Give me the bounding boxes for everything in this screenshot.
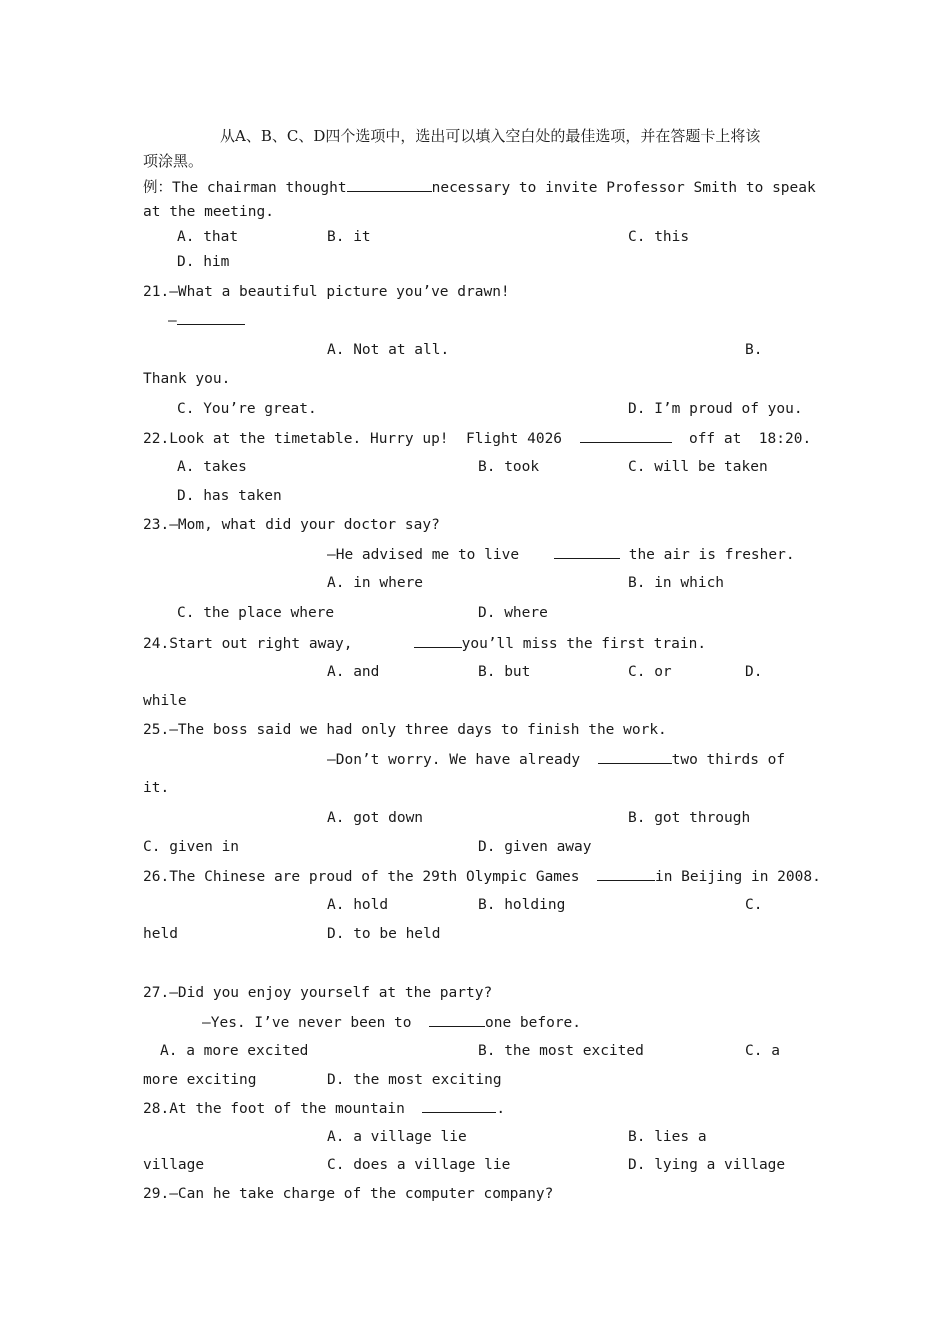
q24-stem: 24.Start out right away, you’ll miss the first train.	[143, 633, 706, 654]
q25-option-d: D. given away	[478, 839, 592, 855]
q28-option-b-cont: village	[143, 1157, 205, 1173]
q25-option-c: C. given in	[143, 839, 240, 855]
answer-blank	[554, 544, 620, 559]
q25-reply: —Don’t worry. We have already two thirds of	[327, 749, 785, 770]
q22-option-a: A. takes	[177, 459, 247, 475]
q29-stem: 29.—Can he take charge of the computer company?	[143, 1186, 554, 1202]
q21-option-c: C. You’re great.	[177, 401, 317, 417]
q24-option-c: C. or	[628, 664, 672, 680]
q28-option-a: A. a village lie	[327, 1129, 467, 1145]
answer-blank	[429, 1012, 485, 1027]
q21-option-b-cont: Thank you.	[143, 371, 231, 387]
q27-option-c: C. a	[745, 1043, 780, 1059]
answer-blank	[422, 1098, 496, 1113]
example-stem-cont: at the meeting.	[143, 204, 274, 220]
q27-option-d: D. the most exciting	[327, 1072, 502, 1088]
q25-option-a: A. got down	[327, 810, 424, 826]
q25-option-b: B. got through	[628, 810, 751, 826]
q23-stem: 23.—Mom, what did your doctor say?	[143, 517, 440, 533]
q22-option-c: C. will be taken	[628, 459, 768, 475]
q25-stem: 25.—The boss said we had only three days to finish the work.	[143, 722, 667, 738]
instructions-line-1: 从A、B、C、D四个选项中，选出可以填入空白处的最佳选项，并在答题卡上将该	[220, 127, 761, 145]
q27-reply: —Yes. I’ve never been to one before.	[202, 1012, 581, 1033]
q26-option-a: A. hold	[327, 897, 389, 913]
q28-option-c: C. does a village lie	[327, 1157, 511, 1173]
example-option-b: B. it	[327, 229, 371, 245]
q28-option-d: D. lying a village	[628, 1157, 786, 1173]
example-option-d: D. him	[177, 254, 230, 270]
q27-option-b: B. the most excited	[478, 1043, 644, 1059]
q24-option-b: B. but	[478, 664, 531, 680]
q26-option-c-cont: held	[143, 926, 178, 942]
q27-option-a: A. a more excited	[160, 1043, 309, 1059]
answer-blank	[597, 866, 655, 881]
example-option-a: A. that	[177, 229, 239, 245]
q23-option-a: A. in where	[327, 575, 424, 591]
q23-reply: —He advised me to live the air is fresher.	[327, 544, 795, 565]
q21-option-d: D. I’m proud of you.	[628, 401, 803, 417]
q21-option-a: A. Not at all.	[327, 342, 450, 358]
q24-option-a: A. and	[327, 664, 380, 680]
q21-reply: —	[168, 310, 245, 331]
q27-option-c-cont: more exciting	[143, 1072, 257, 1088]
answer-blank	[177, 310, 245, 325]
q22-option-b: B. took	[478, 459, 540, 475]
q26-option-b: B. holding	[478, 897, 566, 913]
q27-stem: 27.—Did you enjoy yourself at the party?	[143, 985, 493, 1001]
answer-blank	[598, 749, 672, 764]
q21-stem: 21.—What a beautiful picture you’ve drawn!	[143, 284, 510, 300]
q28-option-b: B. lies a	[628, 1129, 707, 1145]
q26-option-c: C.	[745, 897, 763, 913]
answer-blank	[580, 428, 672, 443]
q25-reply-cont: it.	[143, 780, 170, 796]
answer-blank	[414, 633, 462, 648]
q23-option-c: C. the place where	[177, 605, 335, 621]
answer-blank	[347, 177, 432, 192]
q23-option-b: B. in which	[628, 575, 725, 591]
q24-option-d-cont: while	[143, 693, 187, 709]
q22-stem: 22.Look at the timetable. Hurry up! Flight 4026 off at 18:20.	[143, 428, 811, 449]
instructions-line-2: 项涂黑。	[143, 152, 204, 170]
example-stem: 例：The chairman thought necessary to invite Professor Smith to speak	[143, 177, 816, 198]
q23-option-d: D. where	[478, 605, 548, 621]
q26-option-d: D. to be held	[327, 926, 441, 942]
q22-option-d: D. has taken	[177, 488, 282, 504]
q28-stem: 28.At the foot of the mountain .	[143, 1098, 505, 1119]
q24-option-d: D.	[745, 664, 763, 680]
example-option-c: C. this	[628, 229, 690, 245]
q26-stem: 26.The Chinese are proud of the 29th Olympic Games in Beijing in 2008.	[143, 866, 821, 887]
q21-option-b: B.	[745, 342, 763, 358]
